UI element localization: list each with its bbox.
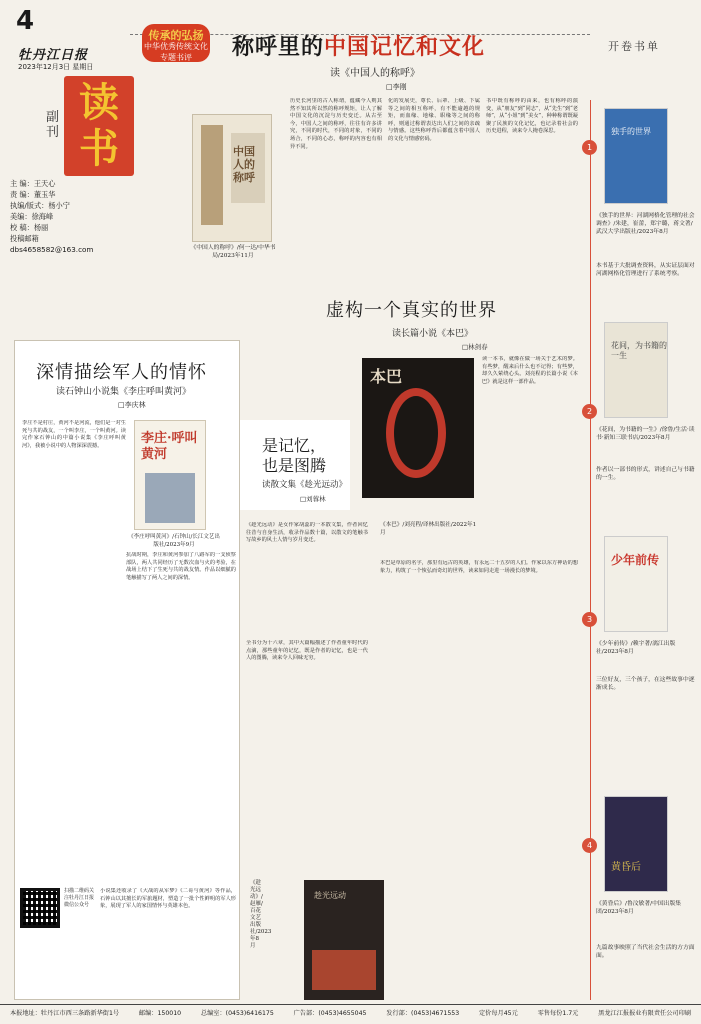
- list-number: 2: [582, 404, 597, 419]
- page-number: 4: [16, 6, 35, 36]
- article-column: 李庄不是村庄，黄河不是河流，他们是一对生死与共的战友，一个叫李庄，一个叫黄河。读完作家石钟山的中篇小说集《李庄呼叫黄河》，我被小说中的人物深深震撼。: [22, 420, 126, 449]
- book-cover-benba: [362, 358, 474, 498]
- credit-line: 美编：徐海峰: [10, 212, 54, 221]
- book-caption: 《中国人的称呼》/何一达/中华书局/2023年11月: [190, 245, 276, 259]
- middle-feature-byline: □刘蓉林: [300, 495, 326, 503]
- top-byline: □李刚: [386, 83, 407, 91]
- article-column: 书中既有称呼的由来，也有称呼的演变，从“朋友”到“同志”，从“先生”到“老师”，从“小姐”到“美女”，种种称谓既凝聚了民族的文化记忆，也记录着社会的历史进程，读来令人掩卷深思。: [486, 98, 578, 135]
- left-feature-title: 深情描绘军人的情怀: [36, 362, 207, 383]
- headline-part-red: 中国记忆和文化: [324, 35, 486, 60]
- sidebar-book-desc: 作者以一部书的形式，讲述自己与书籍的一生。: [596, 467, 695, 481]
- sidebar-book-caption: 《黄昏后》/鲁汶敏著/中国出版集团/2023年8月: [596, 901, 682, 915]
- book-cover-chenguang: [304, 880, 384, 1000]
- book-caption: 《本巴》/刘亮程/译林出版社/2022年1月: [380, 522, 477, 536]
- sidebar-book-desc: 本书基于大批调查资料，从实证层面对河湖网格化管理进行了系统考察。: [596, 263, 695, 277]
- article-column: 化的发展史，尊长、后辈、上级、下属等之间的相互称呼，有不能逾越的规矩，而血缘、地缘、职缘等之间的称呼，则通过称谓表达出人们之间的亲疏与情感。这些称呼背后都蕴含着中国人的文化与情感密码。: [388, 98, 480, 142]
- seal-subtitle: 中华优秀传统文化专题书评: [144, 42, 208, 62]
- footer-item: 黑龙江江报报业有限责任公司印刷: [598, 1010, 691, 1017]
- footer-item: 邮编：150010: [138, 1010, 182, 1017]
- middle-feature-title: [262, 436, 326, 476]
- list-number: 4: [582, 838, 597, 853]
- cover-title: 独手的世界: [611, 127, 651, 136]
- footer-item: 总编室：(0453)6416175: [200, 1010, 274, 1017]
- sidebar-book-cover: [604, 536, 668, 632]
- cover-art: [312, 950, 376, 990]
- footer-item: 零售每份1.7元: [537, 1010, 579, 1017]
- article-column: 本巴是草原的名字，那里有远古的英雄，有永远二十五岁的人们。作家以东方神话的想象力，构筑了一个恢弘而奇幻的世界，读来如同走进一场漫长的梦境。: [380, 560, 578, 574]
- cover-illustration: [201, 125, 223, 225]
- book-cover-chinese-titles: [192, 114, 272, 242]
- cover-title: 黄昏后: [611, 862, 641, 873]
- cover-title: 李庄·呼叫黄河: [141, 431, 198, 462]
- footer-item: 发行部：(0453)4671553: [386, 1010, 460, 1017]
- column-seal: [142, 24, 210, 62]
- sidebar-book-caption: 《少年前传》/赖宇著/漓江出版社/2023年8月: [596, 641, 676, 655]
- paper-date: 2023年12月3日 星期日: [18, 63, 94, 71]
- sidebar-book-desc: 九篇故事映照了当代社会生活的方方面面。: [596, 945, 695, 959]
- cover-photo: [145, 473, 195, 523]
- credit-line: 校 稿：杨丽: [10, 223, 49, 232]
- right-feature-byline: □林剑春: [462, 343, 488, 351]
- cover-title: 趁光远动: [314, 891, 346, 900]
- paper-name: 牡丹江日报: [18, 48, 89, 63]
- section-sub: 副刊: [46, 110, 60, 140]
- sidebar-book-caption: 《独手的世界：河湖网格化管理的社会调查》/朱建，崔蕾，郑宇璐，蒋文著/武汉大学出版社/2023年8月: [596, 213, 695, 235]
- cover-title: 中国人的称呼: [233, 145, 255, 184]
- sidebar-rule: [590, 100, 591, 1000]
- cover-title: 本巴: [370, 367, 403, 386]
- article-column: 《趁光远动》是女作家胡蕊的一本散文集，作者回忆往昔与自身生活，收录作品数十篇，以散文的笔触书写故乡的风土人情与岁月变迁。: [246, 522, 368, 544]
- footer-item: 广告部：(0453)4655045: [293, 1010, 367, 1017]
- title-line: 也是图腾: [262, 456, 327, 475]
- qr-caption: 扫描二维码关注牡丹江日报微信公众号: [64, 888, 95, 908]
- editorial-credits: [10, 178, 130, 255]
- masthead: [6, 6, 146, 176]
- title-line: 是记忆，: [262, 436, 327, 455]
- footer-item: 本报地址：牡丹江市西三条路新华街1号: [10, 1010, 120, 1017]
- cover-title: 花间，为书籍的一生: [611, 341, 667, 360]
- cover-title: 少年前传: [611, 553, 660, 567]
- top-subhead: 读《中国人的称呼》: [330, 68, 420, 79]
- article-column: 历史长河里的古人称谓，蕴藏今人则其然不知其所以然的称呼规矩，让人了解中国文化的沉淀与历史变迁。从古至今，中国人之间的称呼，往往有许多讲究，不同的时代，不同的对象，不同的场合，不同的心态，称呼的内容也有相异不同。: [290, 98, 382, 150]
- article-column: 读一本书，就像在做一场关于艺术的梦。有些梦，醒来后什么也不记得；有些梦，却久久萦绕心头。刘亮程的长篇小说《本巴》就是这样一部作品。: [482, 356, 578, 385]
- right-feature-subtitle: 读长篇小说《本巴》: [392, 329, 474, 339]
- credit-email: dbs4658582@163.com: [10, 245, 94, 254]
- section-title: 读书: [64, 76, 134, 176]
- sidebar-book-cover: [604, 108, 668, 204]
- book-cover-lizhuang: [134, 420, 206, 530]
- seal-title: 传承的弘扬: [148, 29, 204, 42]
- list-number: 1: [582, 140, 597, 155]
- article-column: 小说集还收录了《大战的从军梦》《二哥与黄河》等作品，石钟山以其擅长的军旅题材，塑造了一批个性鲜明的军人形象，展现了军人的家国情怀与英雄本色。: [100, 888, 236, 910]
- top-headline: [232, 30, 485, 61]
- headline-part: 称呼里的: [232, 35, 325, 60]
- book-caption: 《李庄呼叫黄河》/石钟山/长江文艺出版社/2023年9月: [128, 534, 220, 548]
- list-number: 3: [582, 612, 597, 627]
- sidebar-book-caption: 《花间，为书籍的一生》/徐鲁/生活·读书·新知三联书店/2023年8月: [596, 427, 695, 441]
- credit-line: 责 编：董玉华: [10, 190, 56, 199]
- credit-line: 投稿邮箱: [10, 234, 39, 243]
- right-feature-title: 虚构一个真实的世界: [326, 300, 497, 321]
- qr-code[interactable]: [20, 888, 60, 928]
- credit-line: 执编/版式：杨小宁: [10, 201, 70, 210]
- article-column: 全书分为十六章，其中大篇幅描述了作者童年时代的点滴，那些童年的记忆，既是作者的记忆，也是一代人的图腾，读来令人回味无穷。: [246, 640, 368, 662]
- article-column: 抗战时期，李庄和黄河参加了八路军的一支侦察部队，两人共同经历了无数次血与火的考验，在战场上结下了生死与共的战友情。作品以细腻的笔触描写了两人之间的深情。: [126, 552, 236, 581]
- credit-line: 主 编：王天心: [10, 179, 56, 188]
- sidebar-heading: 开卷书单: [608, 40, 660, 53]
- footer-bar: [0, 1004, 701, 1018]
- footer-item: 定价每月45元: [478, 1010, 518, 1017]
- sidebar-book-cover: [604, 322, 668, 418]
- book-caption: 《趁光远动》/赵雁/百花文艺出版社/2023年8月: [250, 880, 272, 949]
- left-feature-subtitle: 读石钟山小说集《李庄呼叫黄河》: [56, 387, 192, 397]
- sidebar-book-cover: [604, 796, 668, 892]
- left-feature-byline: □李庆林: [118, 401, 146, 409]
- cover-calligraphy: [386, 388, 446, 478]
- sidebar-book-desc: 三位好友，三个孩子，在这些故事中逐渐成长。: [596, 677, 695, 691]
- middle-feature-subtitle: 读散文集《趁光远动》: [262, 480, 348, 490]
